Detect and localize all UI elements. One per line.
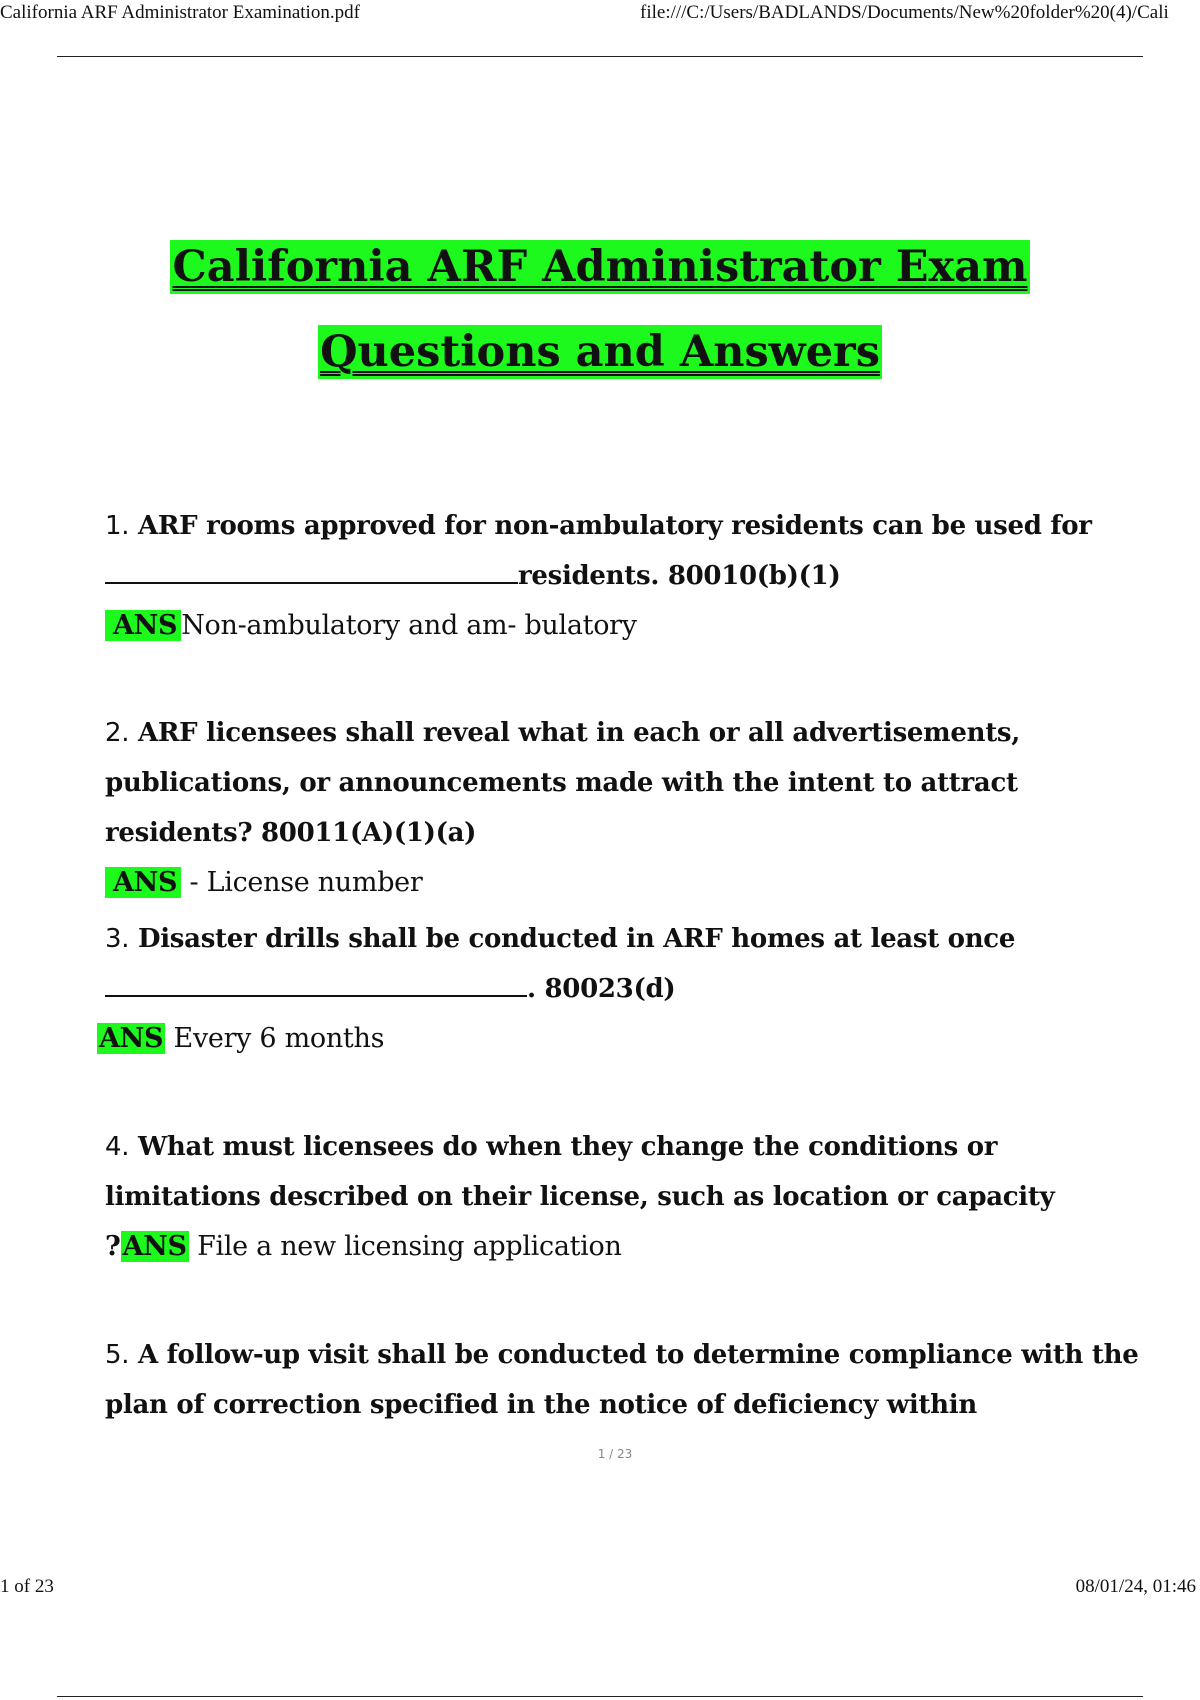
answer-text: Every 6 months	[173, 1023, 385, 1054]
print-header-document-title: California ARF Administrator Examination.pdf	[0, 2, 360, 23]
document-title-line-2-wrap	[0, 325, 1200, 379]
question-text-part: ARF rooms approved for non-ambulatory residents can be used for	[137, 511, 1092, 541]
question-text	[105, 1122, 1145, 1222]
question-text-part: A follow-up visit shall be conducted to determine compliance with the plan of correction specified in the notice of deficiency within	[105, 1340, 1139, 1420]
answer-blank	[105, 969, 527, 997]
answer-text: - License number	[189, 867, 423, 898]
question-4	[105, 1122, 1145, 1272]
question-number: 3.	[105, 924, 130, 954]
question-text-part: What must licensees do when they change the conditions or limitations described on their license, such as location or capacity	[105, 1132, 1055, 1212]
document-title-line-2: Questions and Answers	[320, 327, 880, 377]
question-3	[99, 914, 1145, 1064]
answer-blank	[105, 556, 518, 584]
question-text-part: ARF licensees shall reveal what in each or all advertisements, publications, or announcements made with the intent to attract residents? 80011(A)(1)(a)	[105, 718, 1021, 848]
print-header-file-path: file:///C:/Users/BADLANDS/Documents/New%20folder%20(4)/Cali	[640, 2, 1169, 23]
answer-line	[105, 858, 1145, 908]
question-2	[105, 708, 1145, 908]
document-title-line-1: California ARF Administrator Exam	[172, 242, 1028, 292]
question-text-part: . 80023(d)	[527, 974, 676, 1004]
question-number: 1.	[105, 511, 130, 541]
question-number: 5.	[105, 1340, 130, 1370]
question-5	[105, 1330, 1145, 1430]
question-text-part: Disaster drills shall be conducted in ARF homes at least once	[137, 924, 1016, 954]
answer-label-badge: ANS	[122, 1231, 187, 1262]
question-text-continued	[105, 964, 1145, 1014]
answer-label-badge: ANS	[99, 1023, 164, 1054]
answer-text: File a new licensing application	[197, 1231, 622, 1262]
question-text	[105, 501, 1145, 551]
answer-line	[105, 601, 1145, 651]
footer-divider	[57, 1696, 1143, 1697]
question-number: 2.	[105, 718, 130, 748]
question-text	[105, 914, 1145, 964]
question-number: 4.	[105, 1132, 130, 1162]
page-indicator: 1 / 23	[597, 1447, 633, 1461]
header-divider	[57, 56, 1143, 57]
question-text-continued	[105, 551, 1145, 601]
print-footer-timestamp: 08/01/24, 01:46	[1075, 1576, 1196, 1597]
question-text	[105, 1330, 1145, 1430]
answer-line	[105, 1222, 1145, 1272]
document-title-line-1-wrap	[0, 240, 1200, 294]
answer-line	[97, 1014, 1145, 1064]
question-1	[105, 501, 1145, 651]
answer-label-badge: ANS	[105, 610, 181, 641]
question-text-part: residents. 80010(b)(1)	[518, 561, 841, 591]
answer-label-badge: ANS	[105, 867, 181, 898]
answer-prefix: ?	[105, 1231, 121, 1262]
question-text	[105, 708, 1145, 858]
answer-text: Non-ambulatory and am- bulatory	[181, 610, 637, 641]
print-footer-page-count: 1 of 23	[0, 1576, 54, 1597]
